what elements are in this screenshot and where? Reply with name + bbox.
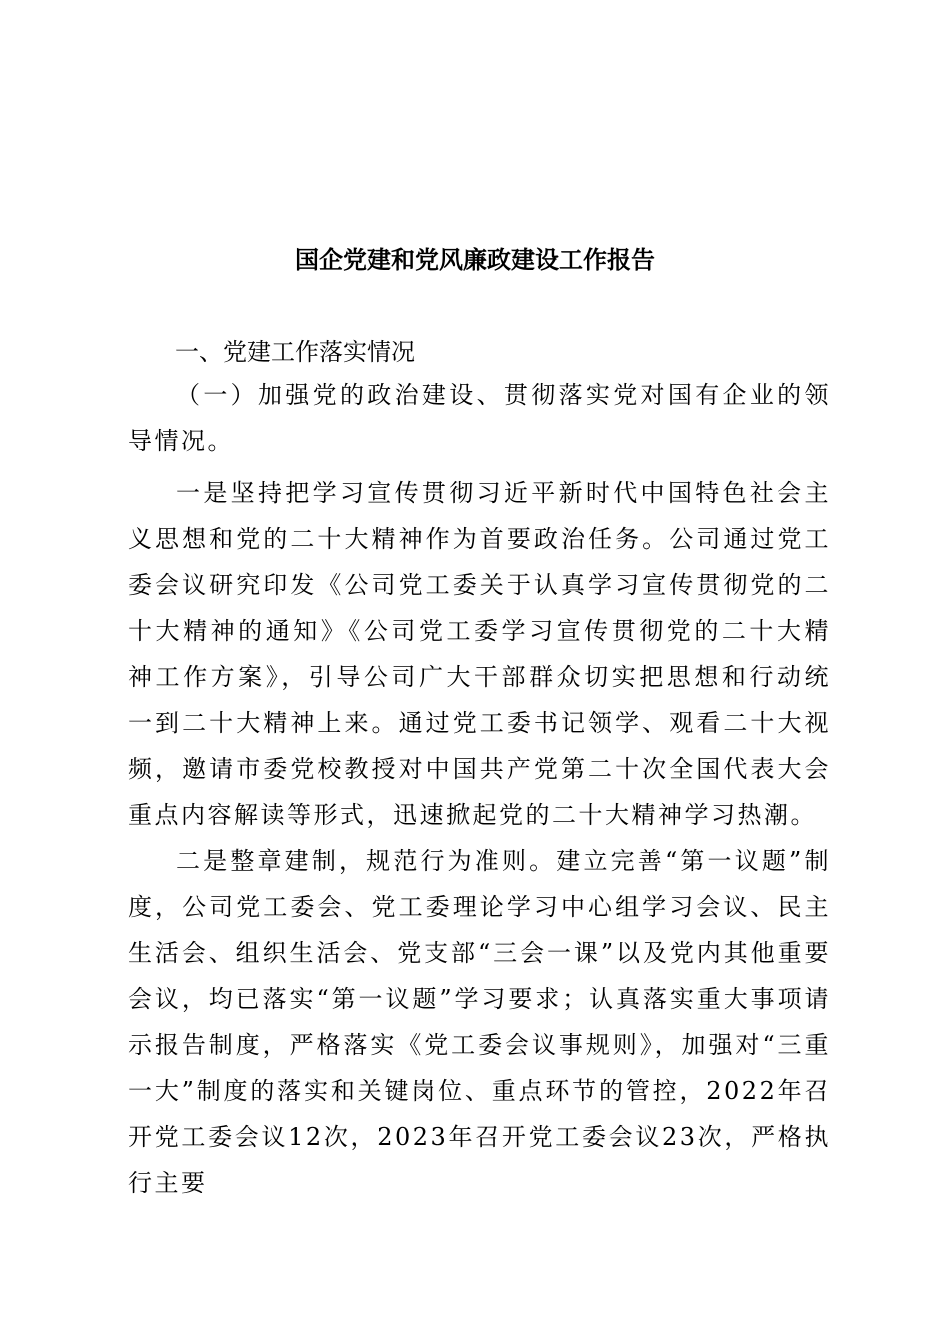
paragraph-point-2: 二是整章建制，规范行为准则。建立完善“第一议题”制度，公司党工委会、党工委理论学习中心组学习会议、民主生活会、组织生活会、党支部“三会一课”以及党内其他重要会议，均已落实“第一议题”学习要求；认真落实重大事项请示报告制度，严格落实《党工委会议事规则》，加强对“三重一大”制度的落实和关键岗位、重点环节的管控，2022年召开党工委会议12次，2023年召开党工委会议23次，严格执行主要 <box>128 847 831 1197</box>
document-title: 国企党建和党风廉政建设工作报告 <box>295 245 655 274</box>
paragraph-point-1: 一是坚持把学习宣传贯彻习近平新时代中国特色社会主义思想和党的二十大精神作为首要政治任务。公司通过党工委会议研究印发《公司党工委关于认真学习宣传贯彻党的二十大精神的通知》《公司党工委学习宣传贯彻党的二十大精神工作方案》，引导公司广大干部群众切实把思想和行动统一到二十大精神上来。通过党工委书记领学、观看二十大视频，邀请市委党校教授对中国共产党第二十次全国代表大会重点内容解读等形式，迅速掀起党的二十大精神学习热潮。 <box>128 479 831 829</box>
section-heading: 一、党建工作落实情况 <box>175 338 415 366</box>
paragraph-subsection-1: （一）加强党的政治建设、贯彻落实党对国有企业的领导情况。 <box>128 381 831 455</box>
